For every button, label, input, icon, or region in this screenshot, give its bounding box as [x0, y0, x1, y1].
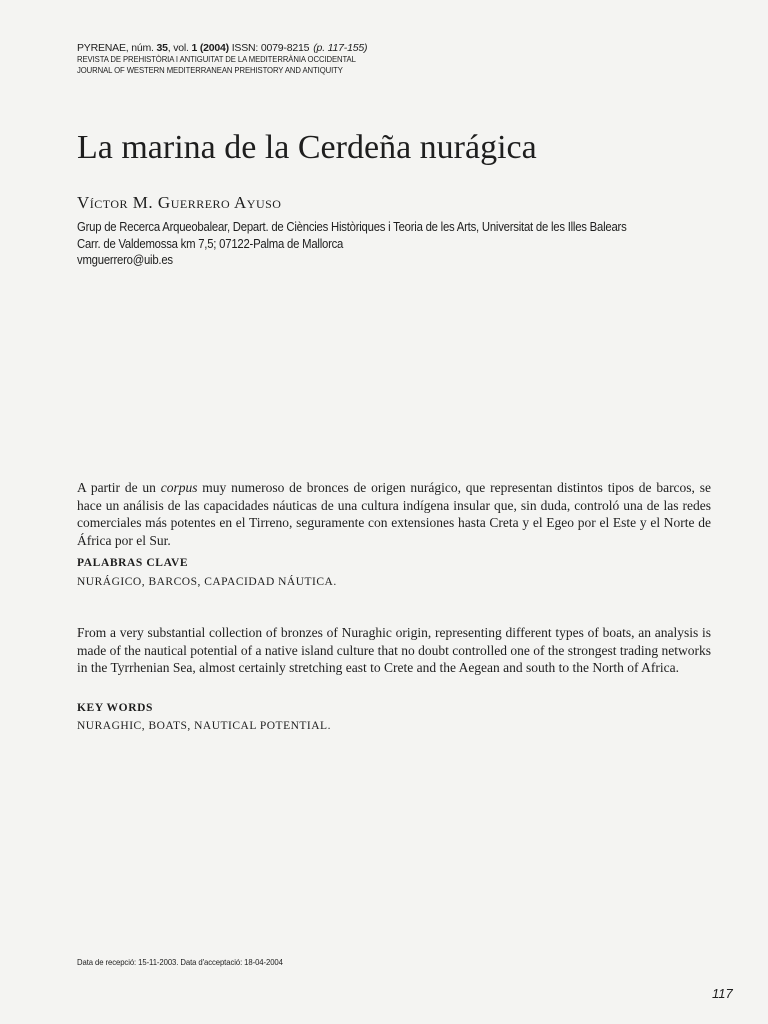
keywords-en: NURAGHIC, BOATS, NAUTICAL POTENTIAL.: [77, 720, 331, 732]
journal-citation: [77, 42, 677, 54]
journal-header: [77, 42, 677, 76]
affiliation-institution: Grup de Recerca Arqueobalear, Depart. de Ciències Històriques i Teoria de les Arts, Universitat de les Illes Balears: [77, 220, 627, 234]
journal-subtitle-english: JOURNAL OF WESTERN MEDITERRANEAN PREHISTORY AND ANTIQUITY: [77, 65, 343, 75]
abstract-es-start: A partir de un: [77, 480, 161, 495]
abstract-es-rest: muy numeroso de bronces de origen nurágico, que representan distintos tipos de barcos, se hace un análisis de las capacidades náuticas de una cultura indígena insular que, sin duda, controló una de las redes comerciales más potentes en el Tirreno, seguramente con extensiones hasta Creta y el Egeo por el Este y el Norte de África por el Sur.: [77, 480, 711, 548]
keywords-es-heading: PALABRAS CLAVE: [77, 557, 189, 569]
volume-issue: 1 (2004): [191, 42, 229, 54]
author-email: vmguerrero@uib.es: [77, 253, 173, 267]
journal-name: PYRENAE,: [77, 42, 129, 54]
received-accepted-dates: Data de recepció: 15-11-2003. Data d'acceptació: 18-04-2004: [77, 957, 283, 967]
page-number: 117: [712, 986, 733, 1001]
volume-suffix: , vol.: [167, 42, 189, 54]
author-name: [77, 193, 281, 213]
article-title: La marina de la Cerdeña nurágica: [77, 129, 537, 166]
keywords-es: NURÁGICO, BARCOS, CAPACIDAD NÁUTICA.: [77, 576, 337, 588]
keywords-en-heading: KEY WORDS: [77, 702, 154, 714]
page-range: (p. 117-155): [313, 42, 368, 54]
abstract-english: From a very substantial collection of bronzes of Nuraghic origin, representing different types of boats, an analysis is made of the nautical potential of a native island culture that no doubt controlled one of the strongest trading networks in the Tyrrhenian Sea, almost certainly stretching east to Crete and the Aegean and south to the North of Africa.: [77, 625, 711, 675]
issn: ISSN: 0079-8215: [231, 42, 310, 54]
affiliation-block: [77, 219, 717, 269]
abstract-spanish: [77, 479, 711, 549]
journal-subtitle-catalan: REVISTA DE PREHISTÒRIA I ANTIGUITAT DE LA MEDITERRÀNIA OCCIDENTAL: [77, 54, 356, 64]
author-name-text: Víctor M. Guerrero Ayuso: [77, 193, 282, 212]
abstract-es-italic: corpus: [160, 480, 198, 495]
volume-number: 35: [156, 42, 168, 54]
affiliation-address: Carr. de Valdemossa km 7,5; 07122-Palma de Mallorca: [77, 236, 344, 251]
volume-prefix: núm.: [131, 42, 154, 54]
